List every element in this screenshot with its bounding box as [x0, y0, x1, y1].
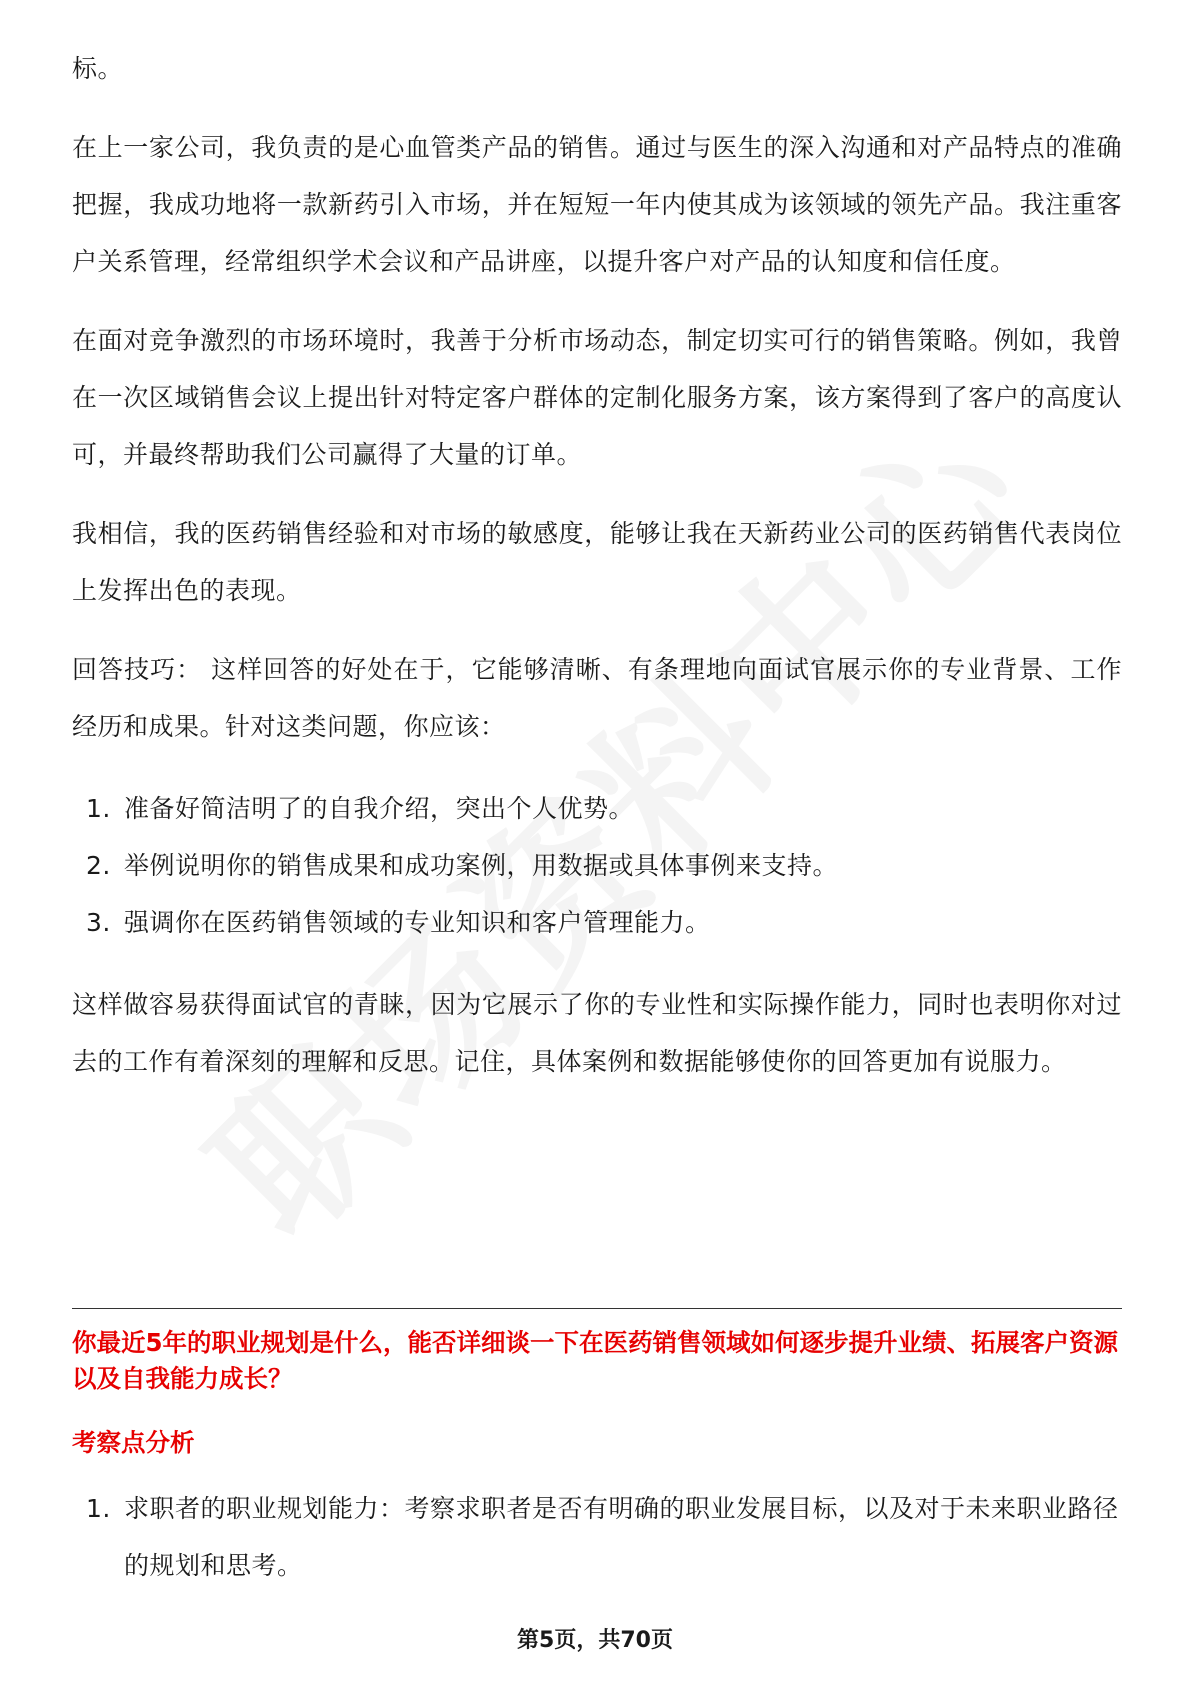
- paragraph: 在上一家公司，我负责的是心血管类产品的销售。通过与医生的深入沟通和对产品特点的准确把握，我成功地将一款新药引入市场，并在短短一年内使其成为该领域的领先产品。我注重客户关系管理，经常组织学术会议和产品讲座，以提升客户对产品的认知度和信任度。: [72, 133, 1122, 276]
- interview-question: 你最近5年的职业规划是什么，能否详细谈一下在医药销售领域如何逐步提升业绩、拓展客户资源以及自我能力成长？: [72, 1328, 1119, 1393]
- paragraph: 标。: [72, 54, 124, 83]
- list-item-text: 强调你在医药销售领域的专业知识和客户管理能力。: [124, 908, 711, 937]
- list-number: 1.: [86, 794, 111, 823]
- list-item: [72, 780, 1122, 837]
- analysis-list: [72, 1480, 1122, 1594]
- list-item-text: 举例说明你的销售成果和成功案例，用数据或具体事例来支持。: [124, 851, 839, 880]
- tips-list: [72, 780, 1122, 951]
- list-item: [72, 894, 1122, 951]
- page-number: 第5页，共70页: [517, 1628, 673, 1653]
- paragraph: 我相信，我的医药销售经验和对市场的敏感度，能够让我在天新药业公司的医药销售代表岗位上发挥出色的表现。: [72, 519, 1122, 605]
- list-number: 2.: [86, 851, 111, 880]
- list-number: 1.: [86, 1494, 111, 1523]
- answer-tips-intro: 回答技巧： 这样回答的好处在于，它能够清晰、有条理地向面试官展示你的专业背景、工作经历和成果。针对这类问题，你应该：: [72, 655, 1122, 741]
- list-number: 3.: [86, 908, 111, 937]
- list-item-text: 准备好简洁明了的自我介绍，突出个人优势。: [124, 794, 635, 823]
- list-item: [72, 837, 1122, 894]
- closing-paragraph: 这样做容易获得面试官的青睐，因为它展示了你的专业性和实际操作能力，同时也表明你对过去的工作有着深刻的理解和反思。记住，具体案例和数据能够使你的回答更加有说服力。: [72, 990, 1122, 1076]
- section-divider: [72, 1308, 1122, 1309]
- section-title: 考察点分析: [72, 1428, 195, 1457]
- list-item: [72, 1480, 1122, 1594]
- answer-body: [72, 40, 1122, 1090]
- list-item-text: 求职者的职业规划能力：考察求职者是否有明确的职业发展目标，以及对于未来职业路径的规划和思考。: [124, 1494, 1119, 1580]
- paragraph: 在面对竞争激烈的市场环境时，我善于分析市场动态，制定切实可行的销售策略。例如，我曾在一次区域销售会议上提出针对特定客户群体的定制化服务方案，该方案得到了客户的高度认可，并最终帮助我们公司赢得了大量的订单。: [72, 326, 1122, 469]
